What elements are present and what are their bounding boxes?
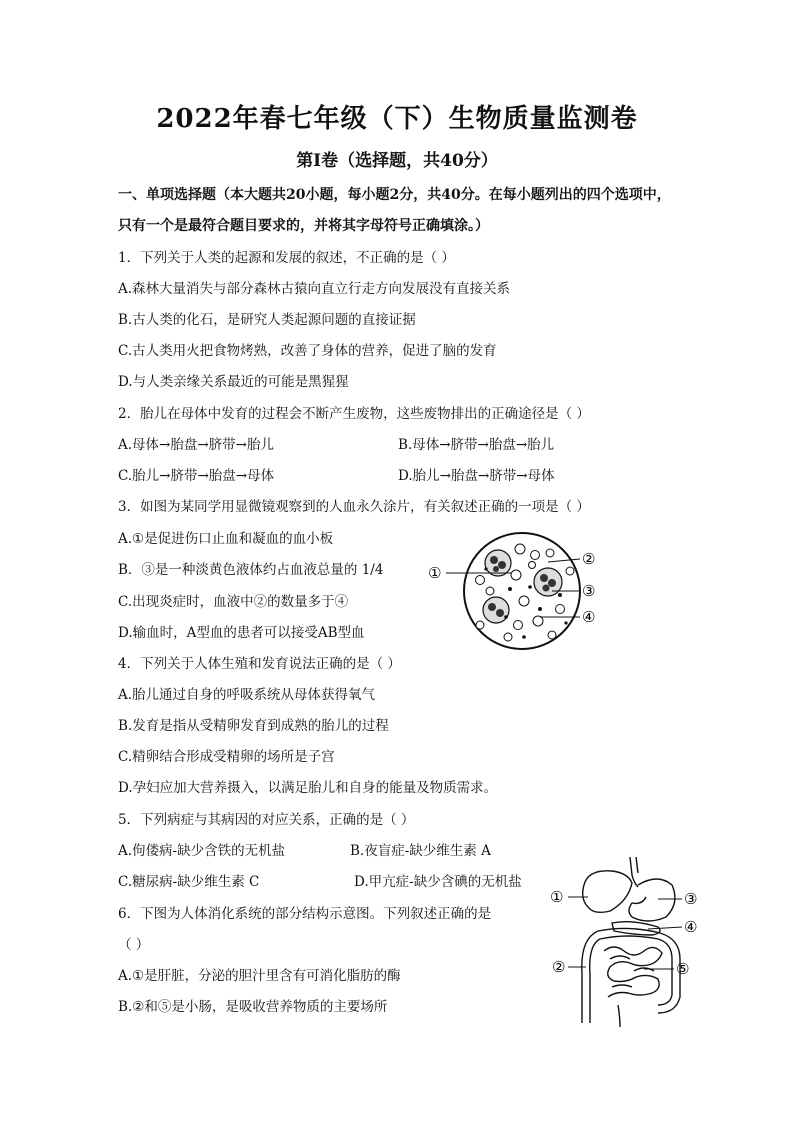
q6-option-a: A.①是肝脏，分泌的胆汁里含有可消化脂肪的酶 [118,968,401,984]
q5-option-d: D.甲亢症-缺少含碘的无机盐 [354,874,522,890]
label-4: ④ [684,918,698,936]
leader-line-4 [648,927,682,929]
label-4: ④ [582,608,596,626]
q3-option-d: D.输血时，A型血的患者可以接受AB型血 [118,625,365,641]
label-1: ① [428,564,442,582]
q5-stem: 5．下列病症与其病因的对应关系，正确的是（ ） [118,812,415,828]
q6-paren: （ ） [118,937,150,953]
q2-option-a: A.母体→胎盘→脐带→胎儿 [118,437,274,453]
page-subtitle: 第Ⅰ卷（选择题，共40分） [296,151,498,171]
liver [583,871,632,913]
q1-option-b: B.古人类的化石，是研究人类起源问题的直接证据 [118,312,416,328]
label-2: ② [552,958,566,976]
white-blood-cell-3 [483,597,509,623]
q4-stem: 4．下列关于人体生殖和发育说法正确的是（ ） [118,656,401,672]
label-3: ③ [684,890,698,908]
label-1: ① [550,888,564,906]
white-blood-cell-2 [534,568,562,596]
q3-option-a: A.①是促进伤口止血和凝血的血小板 [118,531,334,547]
q3-option-c: C.出现炎症时，血液中②的数量多于④ [118,594,349,610]
blood-smear-figure [420,525,610,660]
page-title: 2022年春七年级（下）生物质量监测卷 [156,104,638,134]
label-2: ② [582,550,596,568]
small-intestine [604,947,662,997]
q5-option-b: B.夜盲症-缺少维生素 A [350,843,491,859]
section-instructions-line1: 一、单项选择题（本大题共20小题，每小题2分，共40分。在每小题列出的四个选项中， [118,187,671,203]
q4-option-c: C.精卵结合形成受精卵的场所是子宫 [118,749,335,765]
q1-option-d: D.与人类亲缘关系最近的可能是黑猩猩 [118,374,349,390]
q4-option-b: B.发育是指从受精卵发育到成熟的胎儿的过程 [118,718,389,734]
white-blood-cell-1 [485,550,511,576]
q2-option-b: B.母体→脐带→胎盘→胎儿 [398,437,555,453]
q6-stem: 6．下图为人体消化系统的部分结构示意图。下列叙述正确的是 [118,906,492,922]
q4-option-d: D.孕妇应加大营养摄入，以满足胎儿和自身的能量及物质需求。 [118,780,498,796]
digestive-system-figure [548,855,708,1030]
q2-option-d: D.胎儿→胎盘→脐带→母体 [398,468,555,484]
q5-option-a: A.佝偻病-缺少含铁的无机盐 [118,843,286,859]
q4-option-a: A.胎儿通过自身的呼吸系统从母体获得氧气 [118,687,376,703]
label-3: ③ [582,582,596,600]
digestive-organs [582,857,680,1027]
q3-stem: 3．如图为某同学用显微镜观察到的人血永久涂片，有关叙述正确的一项是（ ） [118,499,590,515]
q2-option-c: C.胎儿→脐带→胎盘→母体 [118,468,275,484]
q1-option-a: A.森林大量消失与部分森林古猿向直立行走方向发展没有直接关系 [118,281,511,297]
q5-option-c: C.糖尿病-缺少维生素 C [118,874,260,890]
section-instructions-line2: 只有一个是最符合题目要求的，并将其字母符号正确填涂。） [118,218,489,234]
q6-option-b: B.②和⑤是小肠，是吸收营养物质的主要场所 [118,999,388,1015]
rectum [618,1005,620,1027]
q1-stem: 1．下列关于人类的起源和发展的叙述，不正确的是（ ） [118,250,455,266]
label-5: ⑤ [676,960,690,978]
q2-stem: 2．胎儿在母体中发育的过程会不断产生废物，这些废物排出的正确途径是（ ） [118,406,590,422]
q3-option-b: B．③是一种淡黄色液体约占血液总量的 1/4 [118,562,384,578]
q1-option-c: C.古人类用火把食物烤熟，改善了身体的营养，促进了脑的发育 [118,343,497,359]
